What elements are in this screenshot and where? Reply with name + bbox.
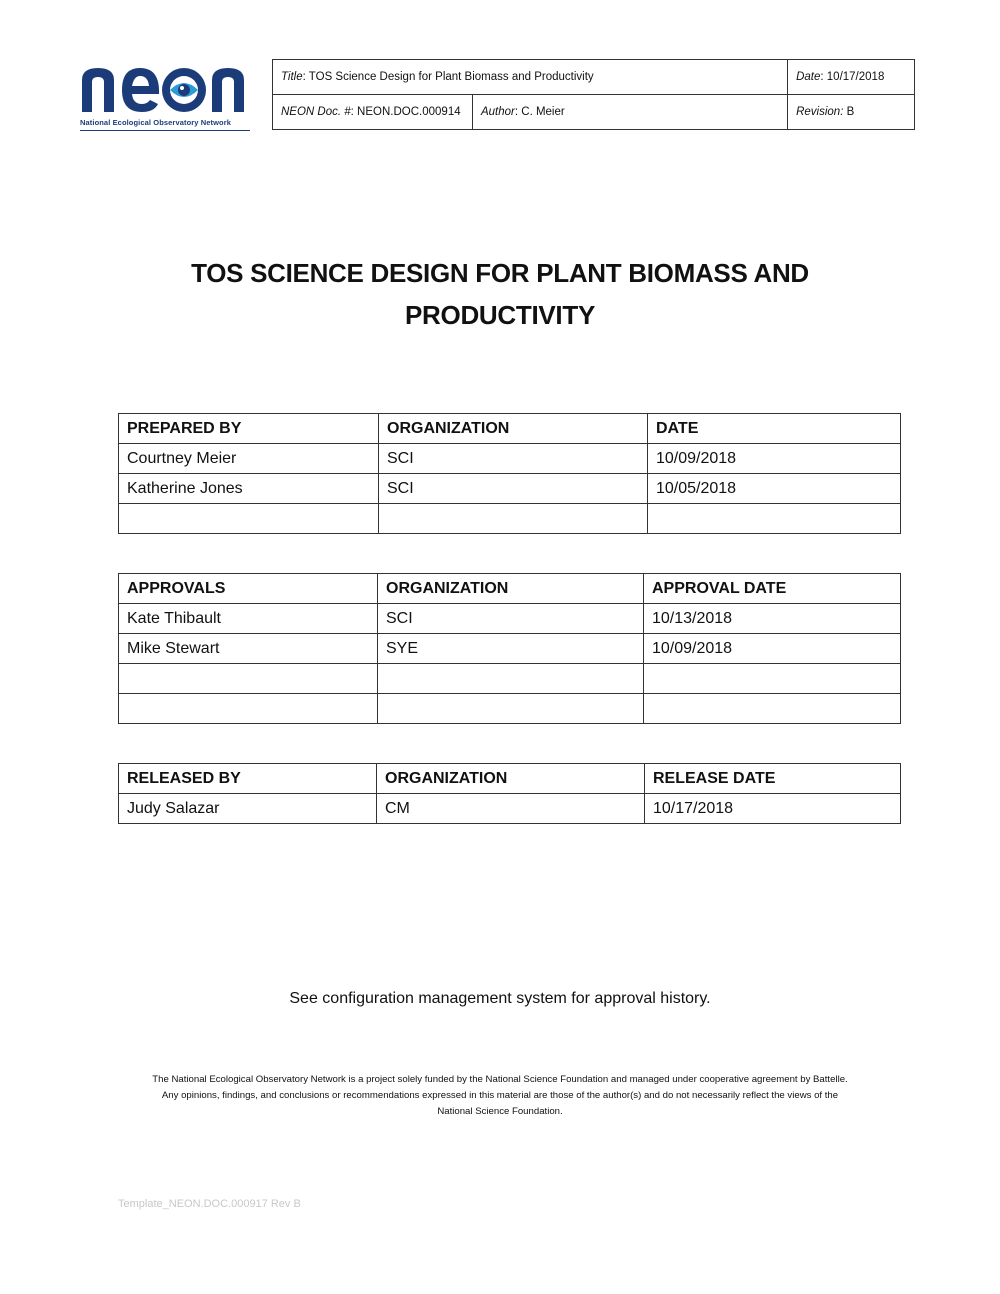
- prepared-by-table: [118, 413, 901, 534]
- preparer-name: Courtney Meier: [119, 444, 379, 474]
- doc-label: NEON Doc. #: [281, 106, 351, 118]
- disclaimer-line: The National Ecological Observatory Network is a project solely funded by the National Science Foundation and managed under cooperative agreement by Battelle.: [152, 1074, 848, 1085]
- approval-date: 10/09/2018: [644, 634, 901, 664]
- releaser-org: CM: [377, 794, 645, 824]
- table-header-row: [119, 574, 901, 604]
- column-header: APPROVAL DATE: [644, 574, 901, 604]
- neon-logo: [78, 60, 253, 132]
- column-header: RELEASE DATE: [645, 764, 901, 794]
- column-header: APPROVALS: [119, 574, 378, 604]
- table-row: [119, 794, 901, 824]
- header-doc-cell: [273, 95, 473, 130]
- approver-org: SCI: [378, 604, 644, 634]
- table-row: [119, 474, 901, 504]
- column-header: DATE: [648, 414, 901, 444]
- header-revision-cell: [788, 95, 915, 130]
- empty-cell: [644, 694, 901, 724]
- empty-cell: [119, 694, 378, 724]
- document-title: [100, 252, 900, 336]
- column-header: ORGANIZATION: [378, 574, 644, 604]
- approval-date: 10/13/2018: [644, 604, 901, 634]
- empty-cell: [378, 664, 644, 694]
- empty-cell: [644, 664, 901, 694]
- title-label: Title: [281, 71, 303, 83]
- table-row-empty: [119, 504, 901, 534]
- approver-name: Kate Thibault: [119, 604, 378, 634]
- logo-underline: [80, 130, 250, 131]
- author-value: : C. Meier: [514, 106, 565, 118]
- logo-tagline: National Ecological Observatory Network: [80, 118, 232, 127]
- table-row: [119, 604, 901, 634]
- document-header-table: [272, 59, 915, 130]
- empty-cell: [379, 504, 648, 534]
- header-title-cell: [273, 60, 788, 95]
- funding-disclaimer: [110, 1072, 890, 1120]
- releaser-name: Judy Salazar: [119, 794, 377, 824]
- header-date-cell: [788, 60, 915, 95]
- disclaimer-line: Any opinions, findings, and conclusions or recommendations expressed in this material are those of the author(s) and do not necessarily reflect the views of the: [161, 1090, 839, 1101]
- table-row-empty: [119, 664, 901, 694]
- title-line-2: PRODUCTIVITY: [405, 300, 595, 330]
- date-value: : 10/17/2018: [820, 71, 885, 83]
- empty-cell: [378, 694, 644, 724]
- preparer-name: Katherine Jones: [119, 474, 379, 504]
- approver-org: SYE: [378, 634, 644, 664]
- doc-value: : NEON.DOC.000914: [350, 106, 461, 118]
- disclaimer-line: National Science Foundation.: [437, 1106, 563, 1117]
- table-row: [119, 634, 901, 664]
- empty-cell: [119, 504, 379, 534]
- release-date: 10/17/2018: [645, 794, 901, 824]
- empty-cell: [119, 664, 378, 694]
- table-header-row: [119, 414, 901, 444]
- revision-value: B: [843, 106, 855, 118]
- table-header-row: [119, 764, 901, 794]
- preparer-org: SCI: [379, 474, 648, 504]
- title-line-1: TOS SCIENCE DESIGN FOR PLANT BIOMASS AND: [191, 258, 809, 288]
- template-id: Template_NEON.DOC.000917 Rev B: [118, 1198, 301, 1210]
- date-label: Date: [796, 71, 821, 83]
- column-header: ORGANIZATION: [377, 764, 645, 794]
- approver-name: Mike Stewart: [119, 634, 378, 664]
- released-by-table: [118, 763, 901, 824]
- neon-wordmark-icon: [78, 60, 253, 116]
- preparer-org: SCI: [379, 444, 648, 474]
- table-row: [119, 444, 901, 474]
- table-row-empty: [119, 694, 901, 724]
- column-header: RELEASED BY: [119, 764, 377, 794]
- title-value: : TOS Science Design for Plant Biomass and Productivity: [302, 71, 594, 83]
- approvals-table: [118, 573, 901, 724]
- column-header: PREPARED BY: [119, 414, 379, 444]
- author-label: Author: [480, 106, 515, 118]
- preparer-date: 10/09/2018: [648, 444, 901, 474]
- preparer-date: 10/05/2018: [648, 474, 901, 504]
- header-author-cell: [472, 95, 787, 130]
- config-management-note: See configuration management system for approval history.: [289, 990, 711, 1007]
- revision-label: Revision:: [796, 106, 844, 118]
- column-header: ORGANIZATION: [379, 414, 648, 444]
- empty-cell: [648, 504, 901, 534]
